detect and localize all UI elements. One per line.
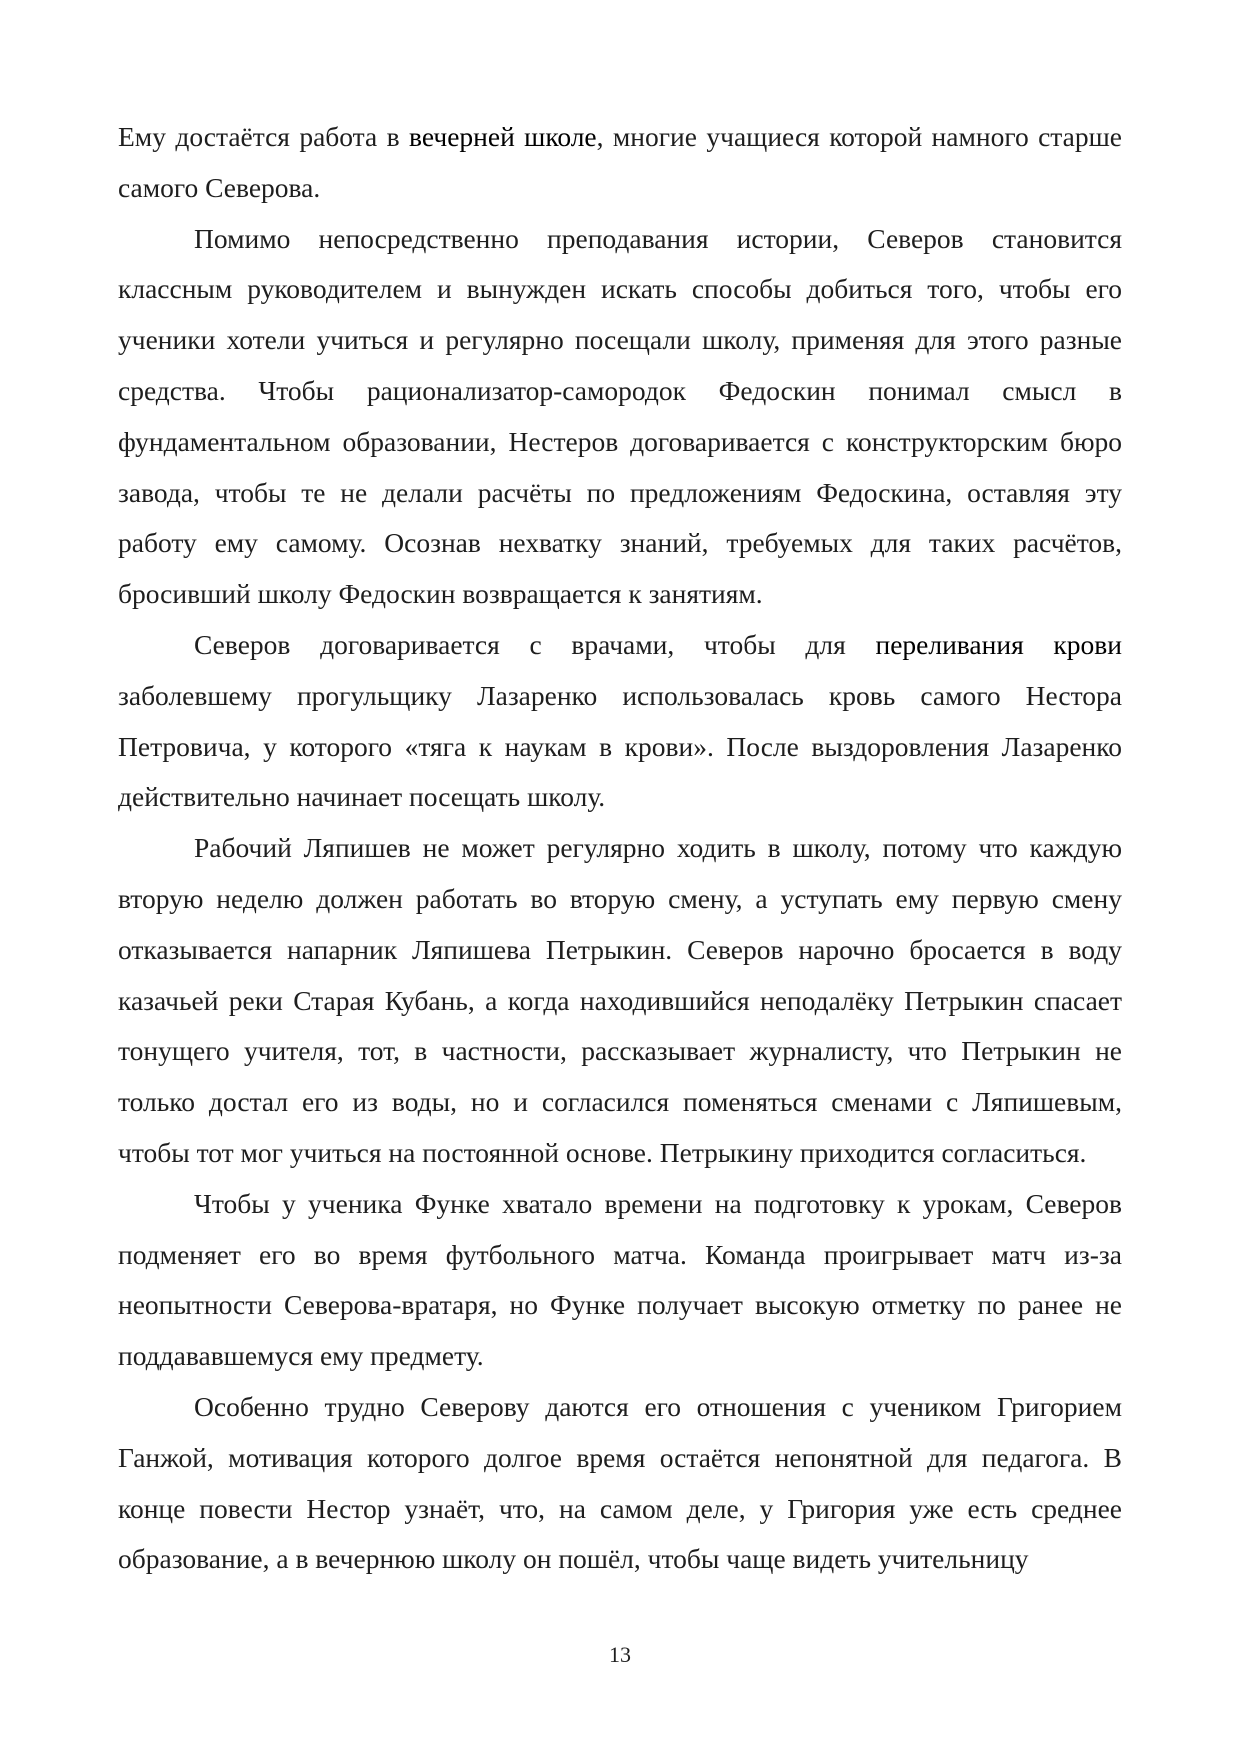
paragraph-text: заболевшему прогульщику Лазаренко использовалась кровь самого Нестора Петровича, у которого «тяга к наукам в крови». После выздоровления Лазаренко действительно начинает посещать школу. [118, 679, 1122, 813]
paragraph [118, 1179, 1122, 1382]
paragraph [118, 620, 1122, 823]
paragraph [118, 214, 1122, 620]
paragraph [118, 1382, 1122, 1585]
linked-term: вечерней школе [409, 121, 597, 152]
paragraph-text: Особенно трудно Северову даются его отношения с учеником Григорием Ганжой, мотивация которого долгое время остаётся непонятной для педагога. В конце повести Нестор узнаёт, что, на самом деле, у Григория уже есть среднее образование, а в вечернюю школу он пошёл, чтобы чаще видеть учительницу [118, 1390, 1122, 1575]
paragraph [118, 112, 1122, 214]
paragraph [118, 823, 1122, 1179]
paragraph-text: Чтобы у ученика Функе хватало времени на подготовку к урокам, Северов подменяет его во время футбольного матча. Команда проигрывает матч из-за неопытности Северова-вратаря, но Функе получает высокую отметку по ранее не поддававшемуся ему предмету. [118, 1187, 1122, 1372]
paragraph-text: , многие учащиеся которой намного старше самого Северова. [118, 121, 1122, 203]
paragraph-text: Рабочий Ляпишев не может регулярно ходить в школу, потому что каждую вторую неделю должен работать во вторую смену, а уступать ему первую смену отказывается напарник Ляпишева Петрыкин. Северов нарочно бросается в воду казачьей реки Старая Кубань, а когда находившийся неподалёку Петрыкин спасает тонущего учителя, тот, в частности, рассказывает журналисту, что Петрыкин не только достал его из воды, но и согласился поменяться сменами с Ляпишевым, чтобы тот мог учиться на постоянной основе. Петрыкину приходится согласиться. [118, 832, 1122, 1168]
paragraph-text: Северов договаривается с врачами, чтобы для [194, 628, 876, 660]
body-text [118, 112, 1122, 1585]
page-number: 13 [609, 1642, 631, 1667]
paragraph-text: Помимо непосредственно преподавания истории, Северов становится классным руководителем и вынужден искать способы добиться того, чтобы его ученики хотели учиться и регулярно посещали школу, применяя для этого разные средства. Чтобы рационализатор-самородок Федоскин понимал смысл в фундаментальном образовании, Нестеров договаривается с конструкторским бюро завода, чтобы те не делали расчёты по предложениям Федоскина, оставляя эту работу ему самому. Осознав нехватку знаний, требуемых для таких расчётов, бросивший школу Федоскин возвращается к занятиям. [118, 222, 1122, 610]
paragraph-text: Ему достаётся работа в [118, 121, 410, 152]
linked-term: переливания крови [875, 628, 1122, 660]
